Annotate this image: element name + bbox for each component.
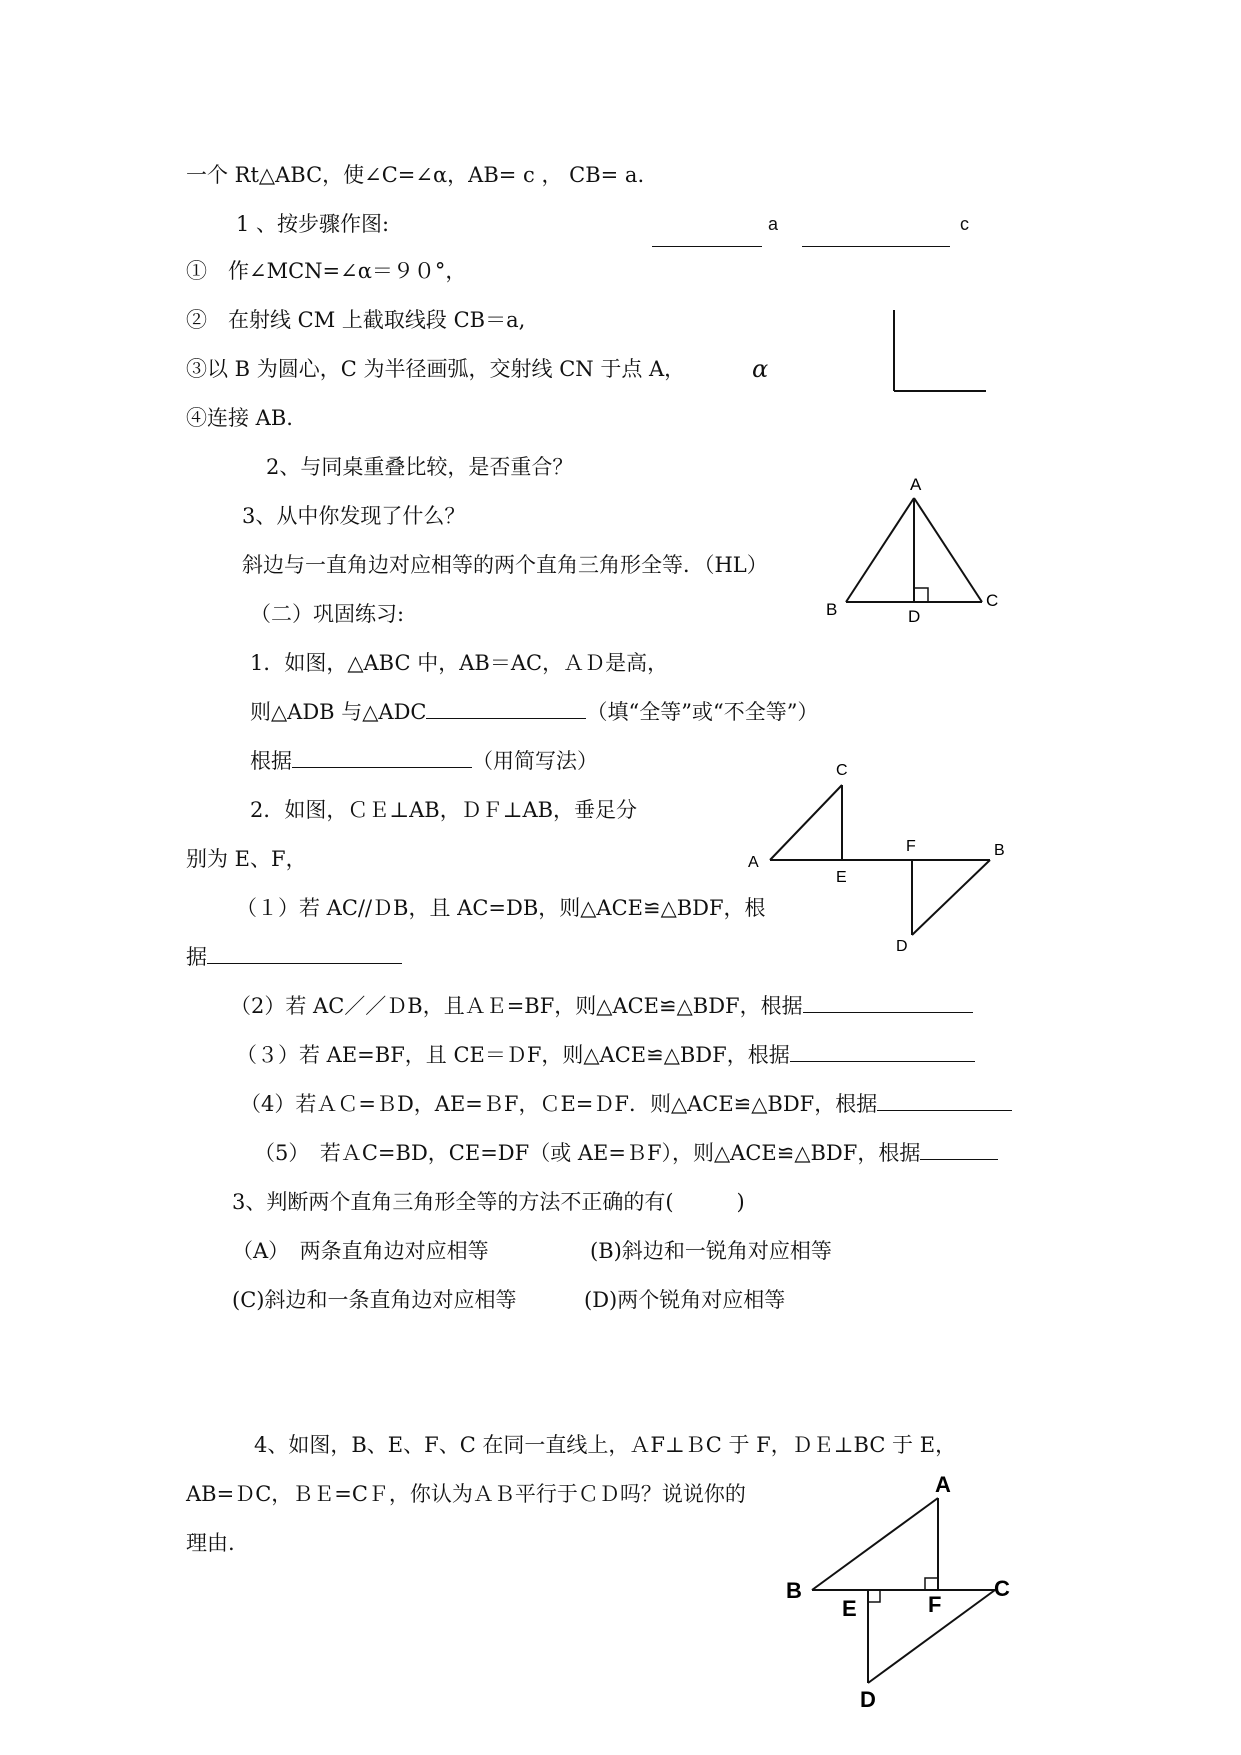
practice-2-case1-cont bbox=[186, 944, 402, 970]
fig1-label-c: C bbox=[986, 591, 999, 610]
segment-c bbox=[802, 246, 950, 247]
alpha-label: α bbox=[752, 355, 769, 383]
step-1: ① 作∠MCN=∠α＝９０°， bbox=[186, 259, 467, 283]
hl-conclusion: 斜边与一直角边对应相等的两个直角三角形全等．（HL） bbox=[242, 553, 768, 577]
fig2-label-f: F bbox=[906, 838, 916, 855]
practice-2-case5 bbox=[254, 1140, 998, 1166]
fig3-label-c: C bbox=[994, 1576, 1010, 1601]
practice-2-case3 bbox=[236, 1042, 975, 1068]
figure-two-triangles bbox=[740, 755, 1010, 965]
practice-2-case2-text: （2）若 AC／／ＤB，且ＡＥ=BF，则△ACE≌△BDF，根据 bbox=[230, 994, 803, 1018]
question-3: 3、从中你发现了什么？ bbox=[242, 504, 466, 528]
option-b: (B)斜边和一锐角对应相等 bbox=[590, 1239, 832, 1263]
step-title: 1 、按步骤作图: bbox=[236, 212, 390, 236]
figure-parallel-check bbox=[780, 1470, 1020, 1730]
practice-2-case4-text: （4）若ＡＣ=ＢD，AE=ＢF，ＣE=ＤF．则△ACE≌△BDF，根据 bbox=[240, 1092, 878, 1116]
option-d: (D)两个锐角对应相等 bbox=[584, 1288, 786, 1312]
fig1-label-b: B bbox=[826, 600, 838, 619]
fig3-label-f: F bbox=[928, 1592, 942, 1617]
answer-blank[interactable] bbox=[877, 1092, 1012, 1111]
practice-2-case3-text: （３）若 AE=BF，且 CE＝ＤF，则△ACE≌△BDF，根据 bbox=[236, 1043, 790, 1067]
practice-2-line1: 2．如图，ＣＥ⊥AB，ＤＦ⊥AB，垂足分 bbox=[250, 798, 638, 822]
segment-c-label: c bbox=[960, 214, 969, 234]
practice-2-line2: 别为 E、F， bbox=[186, 847, 307, 871]
practice-1-text-b: （填“全等”或“不全等”） bbox=[586, 700, 819, 724]
fig3-label-d: D bbox=[860, 1687, 876, 1712]
practice-2-case1-basis: 据 bbox=[186, 945, 207, 969]
segment-a bbox=[652, 246, 762, 247]
question-2: 2、与同桌重叠比较，是否重合？ bbox=[266, 455, 574, 479]
practice-2-case4 bbox=[240, 1091, 1012, 1117]
fig3-label-a: A bbox=[935, 1472, 951, 1497]
fig2-label-d: D bbox=[896, 938, 908, 955]
fig3-label-e: E bbox=[842, 1596, 857, 1621]
practice-2-case2 bbox=[230, 993, 973, 1019]
fig1-label-a: A bbox=[910, 475, 922, 494]
answer-blank[interactable] bbox=[292, 749, 472, 768]
fig2-label-b: B bbox=[994, 842, 1005, 859]
step-3: ③以 B 为圆心，C 为半径画弧，交射线 CN 于点 A， bbox=[186, 357, 686, 381]
figure-triangle-abc bbox=[820, 470, 1010, 630]
answer-blank[interactable] bbox=[803, 994, 973, 1013]
practice-2-case1: （１）若 AC//ＤB，且 AC=DB，则△ACE≌△BDF，根 bbox=[236, 896, 766, 920]
option-a: （A） 两条直角边对应相等 bbox=[232, 1239, 489, 1263]
practice-1-hint: （用简写法） bbox=[472, 749, 598, 773]
fig3-label-b: B bbox=[786, 1578, 802, 1603]
practice-title: （二）巩固练习: bbox=[250, 602, 405, 626]
practice-1-basis: 根据 bbox=[250, 749, 292, 773]
practice-4-line3: 理由. bbox=[186, 1531, 235, 1555]
practice-4-line2: AB=ＤC，ＢＥ=CＦ，你认为ＡＢ平行于ＣＤ吗？说说你的 bbox=[186, 1482, 746, 1506]
answer-blank[interactable] bbox=[790, 1043, 975, 1062]
intro-line: 一个 Rt△ABC，使∠C=∠α，AB= c ， CB= a. bbox=[186, 163, 645, 187]
practice-4-line1: 4、如图，B、E、F、C 在同一直线上，ＡF⊥ＢC 于 F，ＤＥ⊥BC 于 E， bbox=[254, 1433, 957, 1457]
step-2: ② 在射线 CM 上截取线段 CB＝a, bbox=[186, 308, 526, 332]
segment-a-label: a bbox=[768, 214, 779, 234]
answer-blank[interactable] bbox=[920, 1141, 998, 1160]
practice-1-text-a: 则△ADB 与△ADC bbox=[250, 700, 427, 724]
right-angle-figure bbox=[880, 305, 990, 395]
fig2-label-c: C bbox=[836, 762, 848, 779]
fig1-label-d: D bbox=[908, 607, 921, 626]
fig2-label-a: A bbox=[748, 854, 759, 871]
practice-2-case5-text: （5） 若ＡC=BD，CE=DF（或 AE=ＢF），则△ACE≌△BDF，根据 bbox=[254, 1141, 921, 1165]
practice-1-line3 bbox=[250, 748, 598, 774]
practice-1-line2 bbox=[250, 699, 818, 725]
answer-blank[interactable] bbox=[426, 700, 586, 719]
option-c: (C)斜边和一条直角边对应相等 bbox=[232, 1288, 517, 1312]
step-4: ④连接 AB. bbox=[186, 406, 293, 430]
practice-3: 3、判断两个直角三角形全等的方法不正确的有( ) bbox=[232, 1190, 745, 1214]
practice-1-line1: 1．如图，△ABC 中，AB＝AC，ＡＤ是高， bbox=[250, 651, 669, 675]
answer-blank[interactable] bbox=[207, 945, 402, 964]
fig2-label-e: E bbox=[836, 869, 847, 886]
